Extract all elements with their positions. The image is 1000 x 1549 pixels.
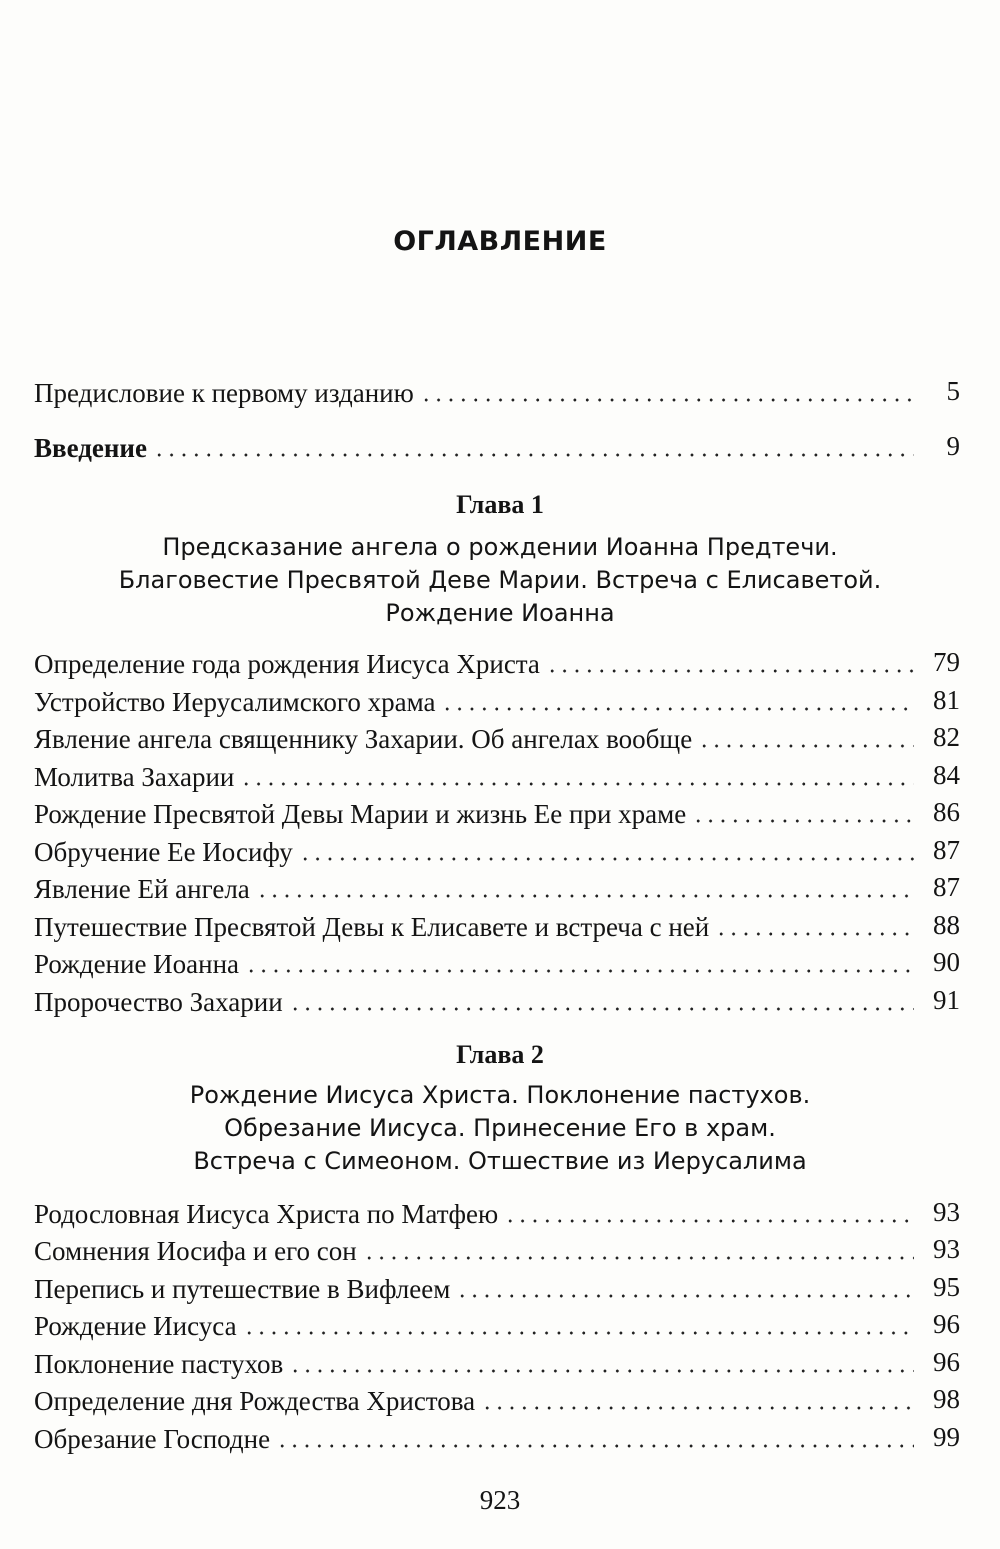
- dot-leader: [243, 1331, 914, 1335]
- chapter-description-line: Предсказание ангела о рождении Иоанна Предтечи.: [162, 533, 838, 561]
- toc-entry-page: 87: [933, 835, 960, 865]
- toc-entry-page: 95: [933, 1272, 960, 1302]
- toc-entry-page: 90: [933, 947, 960, 977]
- toc-entry-label: Введение: [34, 433, 147, 463]
- toc-entry[interactable]: [34, 1193, 960, 1229]
- toc-entry-label: Обручение Ее Иосифу: [34, 837, 293, 867]
- toc-entry-label: Рождение Иоанна: [34, 949, 240, 979]
- toc-entry-label: Молитва Захарии: [34, 762, 235, 792]
- toc-entry-label: Сомнения Иосифа и его сон: [34, 1236, 357, 1266]
- toc-entry-label: Путешествие Пресвятой Девы к Елисавете и встреча с ней: [34, 912, 710, 942]
- toc-entry-label: Явление Ей ангела: [34, 874, 250, 904]
- toc-entry-page: 5: [946, 376, 960, 406]
- toc-entry[interactable]: [34, 906, 960, 942]
- toc-entry-label: Определение дня Рождества Христова: [34, 1386, 476, 1416]
- dot-leader: [153, 453, 914, 457]
- toc-entry-page: 86: [933, 797, 960, 827]
- toc-entry-page: 84: [933, 760, 960, 790]
- dot-leader: [504, 1219, 914, 1223]
- toc-entry-page: 87: [933, 872, 960, 902]
- toc-entry-introduction[interactable]: [34, 427, 960, 463]
- toc-entry-page: 99: [933, 1422, 960, 1452]
- toc-entry-page: 98: [933, 1384, 960, 1414]
- chapter-description-line: Рождение Иоанна: [385, 599, 615, 627]
- dot-leader: [276, 1444, 914, 1448]
- toc-entry[interactable]: [34, 681, 960, 717]
- dot-leader: [692, 819, 914, 823]
- dot-leader: [698, 744, 914, 748]
- toc-entry[interactable]: [34, 1343, 960, 1379]
- toc-entry-page: 82: [933, 722, 960, 752]
- toc-entry[interactable]: [34, 756, 960, 792]
- dot-leader: [441, 707, 914, 711]
- dot-leader: [299, 857, 914, 861]
- chapter-heading: Глава 2: [456, 1040, 544, 1069]
- toc-entry-page: 93: [933, 1197, 960, 1227]
- toc-entry[interactable]: [34, 1305, 960, 1341]
- chapter-description-line: Обрезание Иисуса. Принесение Его в храм.: [224, 1114, 776, 1142]
- dot-leader: [420, 398, 914, 402]
- chapter-description-line: Встреча с Симеоном. Отшествие из Иерусалима: [193, 1147, 807, 1175]
- toc-entry-page: 88: [933, 910, 960, 940]
- dot-leader: [289, 1007, 914, 1011]
- toc-entry-label: Поклонение пастухов: [34, 1349, 284, 1379]
- chapter-description-line: Рождение Иисуса Христа. Поклонение пастухов.: [189, 1081, 811, 1109]
- toc-entry-page: 81: [933, 685, 960, 715]
- toc-entry[interactable]: [34, 643, 960, 679]
- chapter-description: [0, 531, 1000, 630]
- toc-entry[interactable]: [34, 943, 960, 979]
- dot-leader: [456, 1294, 914, 1298]
- toc-entry-label: Определение года рождения Иисуса Христа: [34, 649, 540, 679]
- toc-entry-label: Рождение Пресвятой Девы Марии и жизнь Ее при храме: [34, 799, 687, 829]
- toc-entry-preface[interactable]: [34, 372, 960, 408]
- toc-entry-label: Предисловие к первому изданию: [34, 378, 414, 408]
- dot-leader: [245, 969, 914, 973]
- toc-entry-page: 96: [933, 1309, 960, 1339]
- dot-leader: [363, 1256, 914, 1260]
- toc-entry-page: 9: [946, 431, 960, 461]
- toc-entry[interactable]: [34, 1230, 960, 1266]
- toc-entry-page: 79: [933, 647, 960, 677]
- dot-leader: [240, 782, 914, 786]
- page-title: ОГЛАВЛЕНИЕ: [393, 226, 607, 257]
- dot-leader: [715, 932, 914, 936]
- dot-leader: [256, 894, 914, 898]
- toc-entry-page: 96: [933, 1347, 960, 1377]
- chapter-heading: Глава 1: [456, 490, 544, 519]
- toc-entry-page: 93: [933, 1234, 960, 1264]
- toc-entry[interactable]: [34, 831, 960, 867]
- toc-entry[interactable]: [34, 718, 960, 754]
- toc-entry[interactable]: [34, 981, 960, 1017]
- page-number: 923: [479, 1485, 521, 1515]
- toc-entry-label: Пророчество Захарии: [34, 987, 283, 1017]
- toc-entry-label: Явление ангела священнику Захарии. Об ангелах вообще: [34, 724, 693, 754]
- toc-entry-label: Перепись и путешествие в Вифлеем: [34, 1274, 451, 1304]
- toc-entry[interactable]: [34, 793, 960, 829]
- toc-entry[interactable]: [34, 1418, 960, 1454]
- toc-entry[interactable]: [34, 1380, 960, 1416]
- toc-entry-page: 91: [933, 985, 960, 1015]
- chapter-description: [0, 1079, 1000, 1178]
- toc-entry[interactable]: [34, 868, 960, 904]
- toc-entry-label: Обрезание Господне: [34, 1424, 271, 1454]
- toc-entry-label: Рождение Иисуса: [34, 1311, 237, 1341]
- dot-leader: [546, 669, 914, 673]
- toc-entry-label: Родословная Иисуса Христа по Матфею: [34, 1199, 499, 1229]
- toc-entry[interactable]: [34, 1268, 960, 1304]
- dot-leader: [481, 1406, 914, 1410]
- toc-entry-label: Устройство Иерусалимского храма: [34, 687, 436, 717]
- chapter-description-line: Благовестие Пресвятой Деве Марии. Встреча с Елисаветой.: [118, 566, 882, 594]
- dot-leader: [289, 1369, 914, 1373]
